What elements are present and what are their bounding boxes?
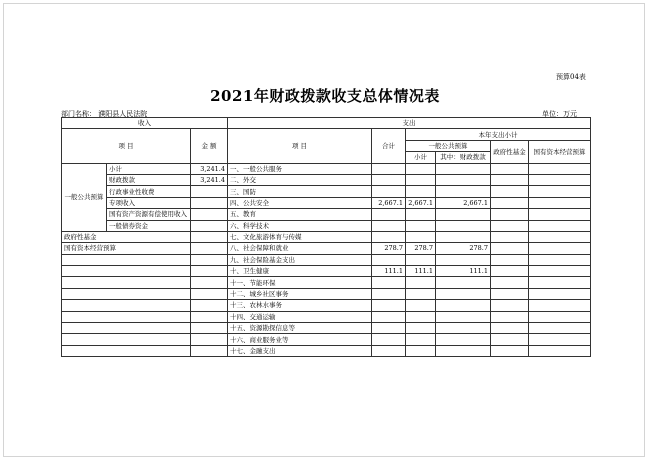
expense-gov-fund: [491, 209, 529, 220]
expense-subtotal: [406, 231, 436, 242]
expense-gov-fund: [491, 334, 529, 345]
income-amount: [191, 334, 228, 345]
expense-appropriation: [436, 345, 491, 356]
expense-item-label: 十三、农林水事务: [228, 300, 372, 311]
header-subtotal: 小计: [406, 152, 436, 163]
expense-subtotal: 2,667.1: [406, 197, 436, 208]
expense-item-label: 九、社会保险基金支出: [228, 254, 372, 265]
income-amount: [191, 300, 228, 311]
header-appropriation: 其中：财政拨款: [436, 152, 491, 163]
expense-total: [372, 220, 406, 231]
expense-gov-fund: [491, 277, 529, 288]
expense-total: 2,667.1: [372, 197, 406, 208]
expense-subtotal: [406, 334, 436, 345]
expense-soe-capital: [529, 334, 591, 345]
expense-soe-capital: [529, 311, 591, 322]
expense-soe-capital: [529, 277, 591, 288]
expense-appropriation: [436, 231, 491, 242]
expense-appropriation: [436, 334, 491, 345]
income-item-label: 国有资产资源有偿使用收入: [107, 209, 191, 220]
table-row: [62, 288, 591, 299]
expense-subtotal: [406, 288, 436, 299]
expense-total: [372, 186, 406, 197]
expense-total: [372, 174, 406, 185]
expense-total: [372, 300, 406, 311]
expense-appropriation: [436, 323, 491, 334]
expense-appropriation: 278.7: [436, 243, 491, 254]
income-item-label: [62, 323, 191, 334]
income-amount: 3,241.4: [191, 174, 228, 185]
expense-subtotal: [406, 209, 436, 220]
income-amount: [191, 345, 228, 356]
expense-subtotal: [406, 186, 436, 197]
header-exp-item: 项 目: [228, 129, 372, 163]
expense-appropriation: 2,667.1: [436, 197, 491, 208]
expense-item-label: 十七、金融支出: [228, 345, 372, 356]
header-general-public-budget: 一般公共预算: [406, 140, 491, 151]
table-row: [62, 345, 591, 356]
expense-total: 278.7: [372, 243, 406, 254]
expense-appropriation: [436, 174, 491, 185]
table-row: [62, 266, 591, 277]
income-item-label: [62, 266, 191, 277]
expense-subtotal: [406, 323, 436, 334]
expense-total: [372, 288, 406, 299]
table-row: [62, 209, 591, 220]
table-row: [62, 174, 591, 185]
income-amount: [191, 220, 228, 231]
expense-subtotal: 278.7: [406, 243, 436, 254]
income-item-label: 专项收入: [107, 197, 191, 208]
header-row-1: [62, 118, 591, 129]
expense-item-label: 五、教育: [228, 209, 372, 220]
income-amount: 3,241.4: [191, 163, 228, 174]
expense-soe-capital: [529, 345, 591, 356]
expense-item-label: 二、外交: [228, 174, 372, 185]
expense-total: 111.1: [372, 266, 406, 277]
expense-gov-fund: [491, 254, 529, 265]
income-amount: [191, 209, 228, 220]
expense-soe-capital: [529, 197, 591, 208]
expense-gov-fund: [491, 266, 529, 277]
header-item: 项 目: [62, 129, 191, 163]
expense-gov-fund: [491, 220, 529, 231]
expense-gov-fund: [491, 231, 529, 242]
expense-gov-fund: [491, 300, 529, 311]
header-current-year-subtotal: 本年支出小计: [406, 129, 591, 140]
income-amount: [191, 277, 228, 288]
expense-gov-fund: [491, 323, 529, 334]
expense-total: [372, 277, 406, 288]
expense-gov-fund: [491, 163, 529, 174]
expense-soe-capital: [529, 323, 591, 334]
expense-total: [372, 254, 406, 265]
expense-total: [372, 345, 406, 356]
expense-soe-capital: [529, 254, 591, 265]
expense-item-label: 十四、交通运输: [228, 311, 372, 322]
expense-total: [372, 209, 406, 220]
header-row-2: [62, 129, 591, 140]
expense-gov-fund: [491, 288, 529, 299]
income-amount: [191, 243, 228, 254]
expense-gov-fund: [491, 174, 529, 185]
expense-subtotal: [406, 254, 436, 265]
expense-soe-capital: [529, 163, 591, 174]
expense-item-label: 六、科学技术: [228, 220, 372, 231]
income-item-label: 小计: [107, 163, 191, 174]
expense-subtotal: [406, 345, 436, 356]
expense-item-label: 八、社会保障和就业: [228, 243, 372, 254]
income-amount: [191, 197, 228, 208]
table-row: [62, 163, 591, 174]
expense-soe-capital: [529, 288, 591, 299]
table-row: [62, 311, 591, 322]
expense-subtotal: 111.1: [406, 266, 436, 277]
department-name: 部门名称： 濮阳县人民法院: [61, 110, 148, 118]
expense-gov-fund: [491, 243, 529, 254]
expense-appropriation: [436, 288, 491, 299]
table-row: [62, 220, 591, 231]
expense-subtotal: [406, 311, 436, 322]
expense-item-label: 七、文化旅游体育与传媒: [228, 231, 372, 242]
expense-total: [372, 163, 406, 174]
expense-appropriation: [436, 163, 491, 174]
income-item-label: [62, 288, 191, 299]
expense-item-label: 十六、商业服务业等: [228, 334, 372, 345]
expense-appropriation: [436, 311, 491, 322]
income-amount: [191, 311, 228, 322]
expense-soe-capital: [529, 300, 591, 311]
table-row: [62, 243, 591, 254]
form-number: 预算04表: [556, 73, 586, 81]
income-item-label: 财政拨款: [107, 174, 191, 185]
expense-item-label: 四、公共安全: [228, 197, 372, 208]
expense-appropriation: [436, 300, 491, 311]
header-income: 收入: [62, 118, 228, 129]
header-amount: 金 额: [191, 129, 228, 163]
income-item-label: [62, 311, 191, 322]
table-row: [62, 300, 591, 311]
expense-gov-fund: [491, 345, 529, 356]
income-item-label: [62, 254, 191, 265]
expense-gov-fund: [491, 311, 529, 322]
income-amount: [191, 266, 228, 277]
expense-subtotal: [406, 163, 436, 174]
expense-soe-capital: [529, 231, 591, 242]
expense-soe-capital: [529, 243, 591, 254]
expense-appropriation: [436, 254, 491, 265]
expense-item-label: 三、国防: [228, 186, 372, 197]
expense-appropriation: [436, 186, 491, 197]
income-group-general-public-budget: 一般公共预算: [62, 163, 107, 231]
table-row: [62, 186, 591, 197]
expense-soe-capital: [529, 266, 591, 277]
expense-soe-capital: [529, 209, 591, 220]
income-item-label: [62, 345, 191, 356]
header-gov-fund: 政府性基金: [491, 140, 529, 163]
expense-total: [372, 334, 406, 345]
expense-gov-fund: [491, 197, 529, 208]
page-title: 2021年财政拨款收支总体情况表: [210, 87, 440, 105]
expense-subtotal: [406, 300, 436, 311]
table-row: [62, 323, 591, 334]
expense-subtotal: [406, 277, 436, 288]
table-row: [62, 277, 591, 288]
expense-item-label: 十一、节能环保: [228, 277, 372, 288]
unit-label: 单位：万元: [542, 110, 577, 118]
header-soe-capital: 国有资本经营预算: [529, 140, 591, 163]
expense-soe-capital: [529, 174, 591, 185]
table-row: [62, 197, 591, 208]
expense-item-label: 十五、资源勘探信息等: [228, 323, 372, 334]
expense-gov-fund: [491, 186, 529, 197]
expense-subtotal: [406, 174, 436, 185]
income-item-label: [62, 300, 191, 311]
header-expense: 支出: [228, 118, 591, 129]
expense-appropriation: 111.1: [436, 266, 491, 277]
table-row: [62, 334, 591, 345]
income-item-label: [62, 277, 191, 288]
expense-appropriation: [436, 220, 491, 231]
table-row: [62, 254, 591, 265]
income-amount: [191, 254, 228, 265]
expense-item-label: 十、卫生健康: [228, 266, 372, 277]
income-amount: [191, 323, 228, 334]
expense-appropriation: [436, 209, 491, 220]
expense-subtotal: [406, 220, 436, 231]
income-group-soe-capital: 国有资本经营预算: [62, 243, 191, 254]
income-amount: [191, 288, 228, 299]
income-amount: [191, 231, 228, 242]
income-item-label: 行政事业性收费: [107, 186, 191, 197]
expense-item-label: 一、一般公共服务: [228, 163, 372, 174]
header-total: 合计: [372, 129, 406, 163]
expense-total: [372, 311, 406, 322]
income-item-label: 一般债券资金: [107, 220, 191, 231]
expense-soe-capital: [529, 186, 591, 197]
table-row: [62, 231, 591, 242]
expense-total: [372, 231, 406, 242]
expense-total: [372, 323, 406, 334]
expense-item-label: 十二、城乡社区事务: [228, 288, 372, 299]
budget-table: [61, 117, 591, 357]
income-amount: [191, 186, 228, 197]
expense-soe-capital: [529, 220, 591, 231]
income-group-gov-fund: 政府性基金: [62, 231, 191, 242]
expense-appropriation: [436, 277, 491, 288]
income-item-label: [62, 334, 191, 345]
